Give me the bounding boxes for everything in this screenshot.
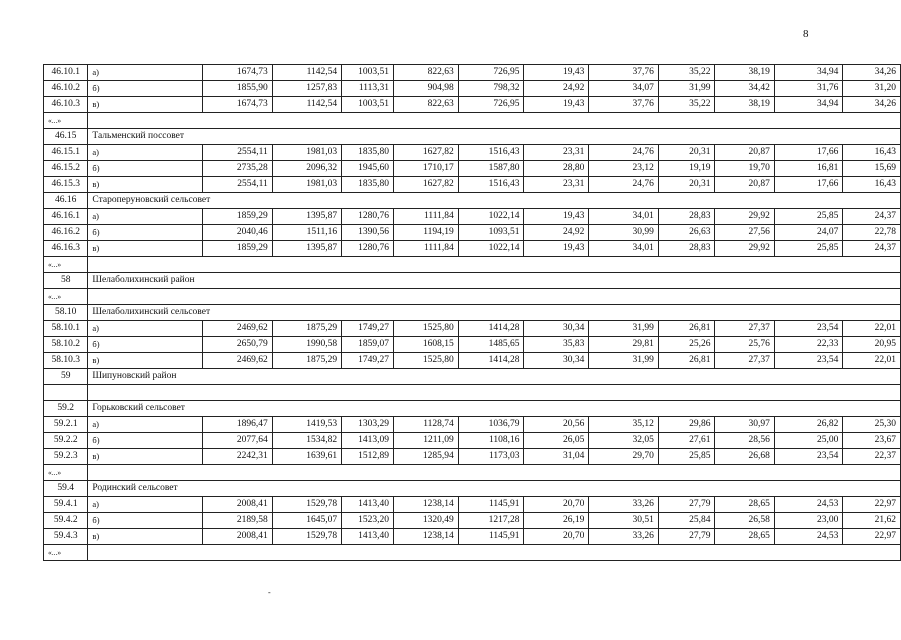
value-cell: 22,01 [843, 353, 901, 369]
value-cell: 29,70 [589, 449, 658, 465]
table-row [44, 257, 901, 273]
stray-mark: - [268, 588, 271, 597]
section-title: Шелаболихинский район [88, 273, 901, 289]
value-cell: 1257,83 [272, 81, 341, 97]
value-cell: 24,53 [774, 497, 843, 513]
value-cell: 2077,64 [203, 433, 272, 449]
value-cell: 726,95 [458, 97, 524, 113]
value-cell: 20,87 [715, 145, 774, 161]
table-row [44, 385, 901, 401]
value-cell: 30,97 [715, 417, 774, 433]
value-cell: 1523,20 [342, 513, 394, 529]
value-cell: 1111,84 [394, 241, 459, 257]
value-cell: 19,70 [715, 161, 774, 177]
row-code: 59.4.1 [44, 497, 88, 513]
row-variant: б) [88, 337, 203, 353]
section-title: Родинский сельсовет [88, 481, 901, 497]
value-cell: 1413,09 [342, 433, 394, 449]
value-cell: 20,56 [524, 417, 589, 433]
value-cell: 1003,51 [342, 97, 394, 113]
value-cell: 26,19 [524, 513, 589, 529]
value-cell: 27,37 [715, 353, 774, 369]
value-cell: 2008,41 [203, 529, 272, 545]
value-cell: 30,34 [524, 321, 589, 337]
value-cell: 33,26 [589, 529, 658, 545]
value-cell: 29,86 [658, 417, 715, 433]
section-code: 46.16 [44, 193, 88, 209]
value-cell: 1835,80 [342, 145, 394, 161]
row-code: 46.10.3 [44, 97, 88, 113]
value-cell: 26,63 [658, 225, 715, 241]
value-cell: 27,79 [658, 497, 715, 513]
value-cell: 1859,29 [203, 241, 272, 257]
value-cell: 26,05 [524, 433, 589, 449]
section-code: 58.10 [44, 305, 88, 321]
section-title: Шелаболихинский сельсовет [88, 305, 901, 321]
value-cell: 1280,76 [342, 209, 394, 225]
value-cell: 23,54 [774, 353, 843, 369]
row-code: 46.16.2 [44, 225, 88, 241]
value-cell: 1128,74 [394, 417, 459, 433]
table-row [44, 529, 901, 545]
value-cell: 31,99 [589, 353, 658, 369]
value-cell: 20,70 [524, 497, 589, 513]
value-cell: 798,32 [458, 81, 524, 97]
table-row [44, 433, 901, 449]
value-cell: 2735,28 [203, 161, 272, 177]
blank-cell [88, 257, 901, 273]
value-cell: 37,76 [589, 65, 658, 81]
value-cell: 1145,91 [458, 497, 524, 513]
omitted-rows-marker: «...» [44, 289, 88, 305]
value-cell: 2040,46 [203, 225, 272, 241]
value-cell: 1108,16 [458, 433, 524, 449]
value-cell: 25,85 [774, 209, 843, 225]
table-row [44, 353, 901, 369]
blank-cell [88, 465, 901, 481]
value-cell: 1093,51 [458, 225, 524, 241]
row-variant: а) [88, 417, 203, 433]
row-variant: а) [88, 209, 203, 225]
value-cell: 1875,29 [272, 321, 341, 337]
tariff-table [43, 64, 901, 561]
row-variant: б) [88, 81, 203, 97]
row-code: 46.10.1 [44, 65, 88, 81]
value-cell: 1194,19 [394, 225, 459, 241]
value-cell: 29,92 [715, 209, 774, 225]
value-cell: 2242,31 [203, 449, 272, 465]
table-row [44, 465, 901, 481]
table-row [44, 97, 901, 113]
value-cell: 2554,11 [203, 177, 272, 193]
value-cell: 16,81 [774, 161, 843, 177]
value-cell: 17,66 [774, 177, 843, 193]
value-cell: 1587,80 [458, 161, 524, 177]
value-cell: 2189,58 [203, 513, 272, 529]
value-cell: 31,99 [658, 81, 715, 97]
value-cell: 19,43 [524, 209, 589, 225]
blank-cell [88, 545, 901, 561]
value-cell: 726,95 [458, 65, 524, 81]
value-cell: 28,83 [658, 209, 715, 225]
value-cell: 24,07 [774, 225, 843, 241]
value-cell: 2008,41 [203, 497, 272, 513]
value-cell: 1529,78 [272, 529, 341, 545]
table-row [44, 337, 901, 353]
value-cell: 2469,62 [203, 353, 272, 369]
omitted-rows-marker [44, 385, 88, 401]
value-cell: 1238,14 [394, 529, 459, 545]
value-cell: 1022,14 [458, 209, 524, 225]
value-cell: 29,92 [715, 241, 774, 257]
value-cell: 1211,09 [394, 433, 459, 449]
value-cell: 822,63 [394, 65, 459, 81]
section-code: 59.4 [44, 481, 88, 497]
value-cell: 1142,54 [272, 65, 341, 81]
value-cell: 28,80 [524, 161, 589, 177]
omitted-rows-marker: «...» [44, 113, 88, 129]
section-title: Шипуновский район [88, 369, 901, 385]
value-cell: 24,92 [524, 81, 589, 97]
value-cell: 19,43 [524, 97, 589, 113]
row-code: 58.10.1 [44, 321, 88, 337]
table-row [44, 289, 901, 305]
value-cell: 27,56 [715, 225, 774, 241]
value-cell: 16,43 [843, 145, 901, 161]
value-cell: 22,33 [774, 337, 843, 353]
value-cell: 26,81 [658, 321, 715, 337]
section-code: 59.2 [44, 401, 88, 417]
value-cell: 1608,15 [394, 337, 459, 353]
value-cell: 27,37 [715, 321, 774, 337]
table-row [44, 401, 901, 417]
value-cell: 19,19 [658, 161, 715, 177]
value-cell: 22,97 [843, 529, 901, 545]
value-cell: 28,65 [715, 529, 774, 545]
value-cell: 26,82 [774, 417, 843, 433]
value-cell: 35,83 [524, 337, 589, 353]
value-cell: 25,85 [774, 241, 843, 257]
section-title: Горьковский сельсовет [88, 401, 901, 417]
value-cell: 1145,91 [458, 529, 524, 545]
table-row [44, 273, 901, 289]
value-cell: 32,05 [589, 433, 658, 449]
table-row [44, 225, 901, 241]
value-cell: 31,20 [843, 81, 901, 97]
value-cell: 21,62 [843, 513, 901, 529]
value-cell: 1485,65 [458, 337, 524, 353]
value-cell: 27,61 [658, 433, 715, 449]
value-cell: 23,54 [774, 449, 843, 465]
table-row [44, 241, 901, 257]
blank-cell [88, 113, 901, 129]
value-cell: 22,97 [843, 497, 901, 513]
value-cell: 1285,94 [394, 449, 459, 465]
row-variant: в) [88, 529, 203, 545]
row-variant: в) [88, 241, 203, 257]
value-cell: 31,76 [774, 81, 843, 97]
row-variant: в) [88, 449, 203, 465]
value-cell: 24,92 [524, 225, 589, 241]
value-cell: 1859,29 [203, 209, 272, 225]
value-cell: 1111,84 [394, 209, 459, 225]
row-code: 59.2.1 [44, 417, 88, 433]
value-cell: 822,63 [394, 97, 459, 113]
value-cell: 34,42 [715, 81, 774, 97]
value-cell: 25,76 [715, 337, 774, 353]
section-code: 58 [44, 273, 88, 289]
value-cell: 26,81 [658, 353, 715, 369]
table-row [44, 449, 901, 465]
value-cell: 30,51 [589, 513, 658, 529]
value-cell: 1627,82 [394, 177, 459, 193]
value-cell: 1674,73 [203, 97, 272, 113]
value-cell: 28,65 [715, 497, 774, 513]
table-row [44, 545, 901, 561]
row-code: 46.16.1 [44, 209, 88, 225]
table-row [44, 65, 901, 81]
value-cell: 1390,56 [342, 225, 394, 241]
table-row [44, 417, 901, 433]
table-row [44, 481, 901, 497]
table-row [44, 513, 901, 529]
value-cell: 1320,49 [394, 513, 459, 529]
value-cell: 31,04 [524, 449, 589, 465]
table-row [44, 81, 901, 97]
value-cell: 1516,43 [458, 145, 524, 161]
table-row [44, 161, 901, 177]
value-cell: 904,98 [394, 81, 459, 97]
value-cell: 16,43 [843, 177, 901, 193]
value-cell: 1981,03 [272, 145, 341, 161]
row-variant: а) [88, 145, 203, 161]
table-row [44, 113, 901, 129]
value-cell: 25,30 [843, 417, 901, 433]
table-row [44, 305, 901, 321]
value-cell: 2096,32 [272, 161, 341, 177]
value-cell: 31,99 [589, 321, 658, 337]
value-cell: 1529,78 [272, 497, 341, 513]
value-cell: 1516,43 [458, 177, 524, 193]
value-cell: 35,12 [589, 417, 658, 433]
value-cell: 1990,58 [272, 337, 341, 353]
value-cell: 1419,53 [272, 417, 341, 433]
value-cell: 38,19 [715, 97, 774, 113]
value-cell: 1859,07 [342, 337, 394, 353]
value-cell: 15,69 [843, 161, 901, 177]
row-code: 59.4.2 [44, 513, 88, 529]
page-number: 8 [803, 28, 809, 40]
value-cell: 23,67 [843, 433, 901, 449]
value-cell: 34,01 [589, 241, 658, 257]
row-code: 46.16.3 [44, 241, 88, 257]
value-cell: 1945,60 [342, 161, 394, 177]
row-variant: б) [88, 433, 203, 449]
table-row [44, 369, 901, 385]
value-cell: 1627,82 [394, 145, 459, 161]
row-variant: б) [88, 225, 203, 241]
value-cell: 1413,40 [342, 497, 394, 513]
value-cell: 26,58 [715, 513, 774, 529]
value-cell: 1395,87 [272, 209, 341, 225]
value-cell: 25,00 [774, 433, 843, 449]
value-cell: 35,22 [658, 65, 715, 81]
row-variant: в) [88, 97, 203, 113]
row-code: 58.10.3 [44, 353, 88, 369]
value-cell: 25,85 [658, 449, 715, 465]
value-cell: 24,53 [774, 529, 843, 545]
value-cell: 27,79 [658, 529, 715, 545]
value-cell: 22,78 [843, 225, 901, 241]
section-title: Староперуновский сельсовет [88, 193, 901, 209]
value-cell: 1413,40 [342, 529, 394, 545]
blank-cell [88, 385, 901, 401]
row-code: 46.10.2 [44, 81, 88, 97]
value-cell: 28,56 [715, 433, 774, 449]
table-row [44, 209, 901, 225]
value-cell: 1835,80 [342, 177, 394, 193]
value-cell: 34,94 [774, 65, 843, 81]
value-cell: 1749,27 [342, 353, 394, 369]
row-variant: в) [88, 353, 203, 369]
value-cell: 1875,29 [272, 353, 341, 369]
row-variant: б) [88, 161, 203, 177]
value-cell: 1534,82 [272, 433, 341, 449]
value-cell: 20,70 [524, 529, 589, 545]
table-row [44, 129, 901, 145]
row-code: 46.15.2 [44, 161, 88, 177]
value-cell: 34,94 [774, 97, 843, 113]
value-cell: 1981,03 [272, 177, 341, 193]
row-variant: в) [88, 177, 203, 193]
value-cell: 38,19 [715, 65, 774, 81]
table-row [44, 145, 901, 161]
value-cell: 22,01 [843, 321, 901, 337]
row-variant: а) [88, 321, 203, 337]
value-cell: 20,95 [843, 337, 901, 353]
row-variant: а) [88, 65, 203, 81]
value-cell: 1710,17 [394, 161, 459, 177]
value-cell: 20,87 [715, 177, 774, 193]
value-cell: 19,43 [524, 65, 589, 81]
value-cell: 22,37 [843, 449, 901, 465]
section-code: 59 [44, 369, 88, 385]
value-cell: 1674,73 [203, 65, 272, 81]
value-cell: 19,43 [524, 241, 589, 257]
value-cell: 20,31 [658, 177, 715, 193]
value-cell: 1414,28 [458, 353, 524, 369]
blank-cell [88, 289, 901, 305]
value-cell: 2650,79 [203, 337, 272, 353]
row-code: 59.2.3 [44, 449, 88, 465]
row-code: 59.2.2 [44, 433, 88, 449]
value-cell: 30,99 [589, 225, 658, 241]
value-cell: 1414,28 [458, 321, 524, 337]
row-code: 58.10.2 [44, 337, 88, 353]
value-cell: 1525,80 [394, 353, 459, 369]
value-cell: 1238,14 [394, 497, 459, 513]
value-cell: 1749,27 [342, 321, 394, 337]
value-cell: 24,76 [589, 145, 658, 161]
value-cell: 2469,62 [203, 321, 272, 337]
value-cell: 20,31 [658, 145, 715, 161]
table-row [44, 193, 901, 209]
value-cell: 24,37 [843, 241, 901, 257]
value-cell: 1217,28 [458, 513, 524, 529]
row-code: 46.15.1 [44, 145, 88, 161]
row-variant: а) [88, 497, 203, 513]
value-cell: 23,31 [524, 145, 589, 161]
value-cell: 34,01 [589, 209, 658, 225]
value-cell: 1512,89 [342, 449, 394, 465]
value-cell: 23,12 [589, 161, 658, 177]
value-cell: 1303,29 [342, 417, 394, 433]
value-cell: 34,07 [589, 81, 658, 97]
section-title: Тальменский поссовет [88, 129, 901, 145]
value-cell: 30,34 [524, 353, 589, 369]
value-cell: 25,84 [658, 513, 715, 529]
table-row [44, 497, 901, 513]
value-cell: 37,76 [589, 97, 658, 113]
omitted-rows-marker: «...» [44, 257, 88, 273]
row-variant: б) [88, 513, 203, 529]
value-cell: 1855,90 [203, 81, 272, 97]
value-cell: 26,68 [715, 449, 774, 465]
value-cell: 1036,79 [458, 417, 524, 433]
value-cell: 1511,16 [272, 225, 341, 241]
value-cell: 1639,61 [272, 449, 341, 465]
value-cell: 2554,11 [203, 145, 272, 161]
value-cell: 1645,07 [272, 513, 341, 529]
value-cell: 17,66 [774, 145, 843, 161]
value-cell: 24,37 [843, 209, 901, 225]
value-cell: 1022,14 [458, 241, 524, 257]
value-cell: 35,22 [658, 97, 715, 113]
section-code: 46.15 [44, 129, 88, 145]
value-cell: 1896,47 [203, 417, 272, 433]
value-cell: 1113,31 [342, 81, 394, 97]
omitted-rows-marker: «...» [44, 465, 88, 481]
value-cell: 34,26 [843, 65, 901, 81]
value-cell: 1280,76 [342, 241, 394, 257]
table-row [44, 177, 901, 193]
value-cell: 1003,51 [342, 65, 394, 81]
value-cell: 28,83 [658, 241, 715, 257]
value-cell: 24,76 [589, 177, 658, 193]
row-code: 46.15.3 [44, 177, 88, 193]
value-cell: 23,54 [774, 321, 843, 337]
value-cell: 1142,54 [272, 97, 341, 113]
value-cell: 1173,03 [458, 449, 524, 465]
value-cell: 1525,80 [394, 321, 459, 337]
value-cell: 25,26 [658, 337, 715, 353]
table-row [44, 321, 901, 337]
omitted-rows-marker: «...» [44, 545, 88, 561]
value-cell: 23,00 [774, 513, 843, 529]
value-cell: 1395,87 [272, 241, 341, 257]
value-cell: 23,31 [524, 177, 589, 193]
row-code: 59.4.3 [44, 529, 88, 545]
value-cell: 34,26 [843, 97, 901, 113]
value-cell: 33,26 [589, 497, 658, 513]
value-cell: 29,81 [589, 337, 658, 353]
